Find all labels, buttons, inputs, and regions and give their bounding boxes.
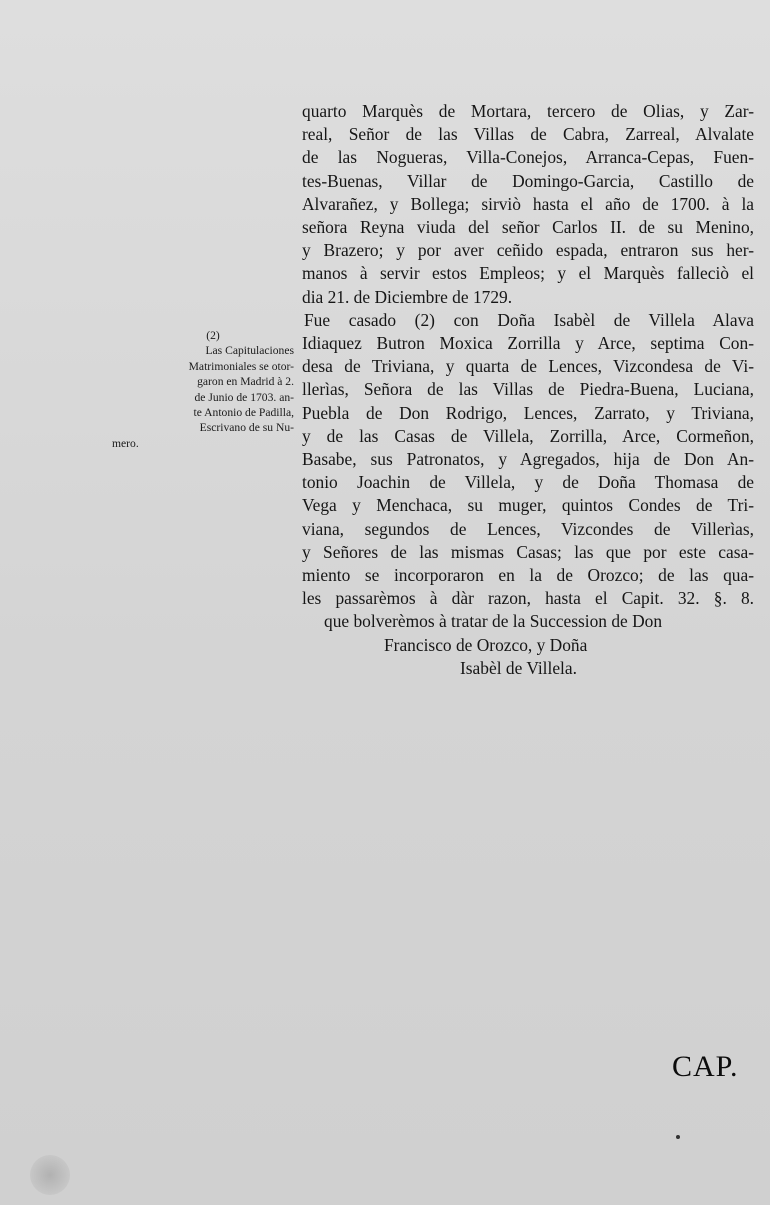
text-line: desa de Triviana, y quarta de Lences, Vizcondesa de Vi- <box>302 356 754 377</box>
margin-note-line: te Antonio de Padilla, <box>193 406 294 420</box>
text-line: real, Señor de las Villas de Cabra, Zarreal, Alvalate <box>302 124 754 145</box>
text-line: que bolverèmos à tratar de la Succession de Don <box>324 611 663 632</box>
text-line: y Brazero; y por aver ceñido espada, entraron sus her- <box>302 240 754 261</box>
margin-note-line: mero. <box>112 436 139 450</box>
text-line: señora Reyna viuda del señor Carlos II. de su Menino, <box>302 217 754 238</box>
text-line: Idiaquez Butron Moxica Zorrilla y Arce, septima Con- <box>302 333 754 354</box>
text-line: y de las Casas de Villela, Zorrilla, Arce, Cormeñon, <box>302 425 754 446</box>
paragraph-1 <box>302 100 754 309</box>
text-line: y Señores de las mismas Casas; las que por este casa- <box>302 541 754 562</box>
marginal-note <box>112 328 294 451</box>
text-line: Vega y Menchaca, su muger, quintos Condes de Tri- <box>302 495 754 516</box>
closing-line: Francisco de Orozco, y Doña <box>384 634 588 655</box>
catchword: CAP. <box>672 1050 739 1083</box>
text-line: llerìas, Señora de las Villas de Piedra-Buena, Luciana, <box>302 379 754 400</box>
margin-note-ref: (2) <box>206 329 220 342</box>
text-line: tes-Buenas, Villar de Domingo-Garcia, Castillo de <box>302 170 754 191</box>
paragraph-2 <box>302 309 754 634</box>
margin-note-line: Matrimoniales se otor- <box>188 359 294 373</box>
text-line: manos à servir estos Empleos; y el Marquès falleciò el <box>302 263 754 284</box>
ink-dot <box>676 1135 680 1139</box>
text-line: tonio Joachin de Villela, y de Doña Thomasa de <box>302 472 754 493</box>
text-line: Basabe, sus Patronatos, y Agregados, hija de Don An- <box>302 449 754 470</box>
text-line: les passarèmos à dàr razon, hasta el Capit. 32. §. 8. <box>302 588 754 609</box>
closing-line: Isabèl de Villela. <box>460 657 577 678</box>
text-line: dia 21. de Diciembre de 1729. <box>302 286 513 307</box>
margin-note-line: Escrivano de su Nu- <box>199 421 294 435</box>
margin-note-line: Las Capitulaciones <box>205 344 294 358</box>
margin-note-line: garon en Madrid à 2. <box>197 375 294 389</box>
main-text-block <box>302 100 754 680</box>
text-line: Alvarañez, y Bollega; sirviò hasta el año de 1700. à la <box>302 193 754 214</box>
text-line: viana, segundos de Lences, Vizcondes de Villerìas, <box>302 518 754 539</box>
text-line: de las Nogueras, Villa-Conejos, Arranca-Cepas, Fuen- <box>302 147 754 168</box>
text-line: Fue casado (2) con Doña Isabèl de Villela Alava <box>304 309 754 330</box>
text-line: miento se incorporaron en la de Orozco; de las qua- <box>302 565 754 586</box>
text-line: quarto Marquès de Mortara, tercero de Olias, y Zar- <box>302 101 754 121</box>
paper-stain <box>30 1155 70 1195</box>
text-line: Puebla de Don Rodrigo, Lences, Zarrato, y Triviana, <box>302 402 754 423</box>
margin-note-line: de Junio de 1703. an- <box>194 390 294 404</box>
